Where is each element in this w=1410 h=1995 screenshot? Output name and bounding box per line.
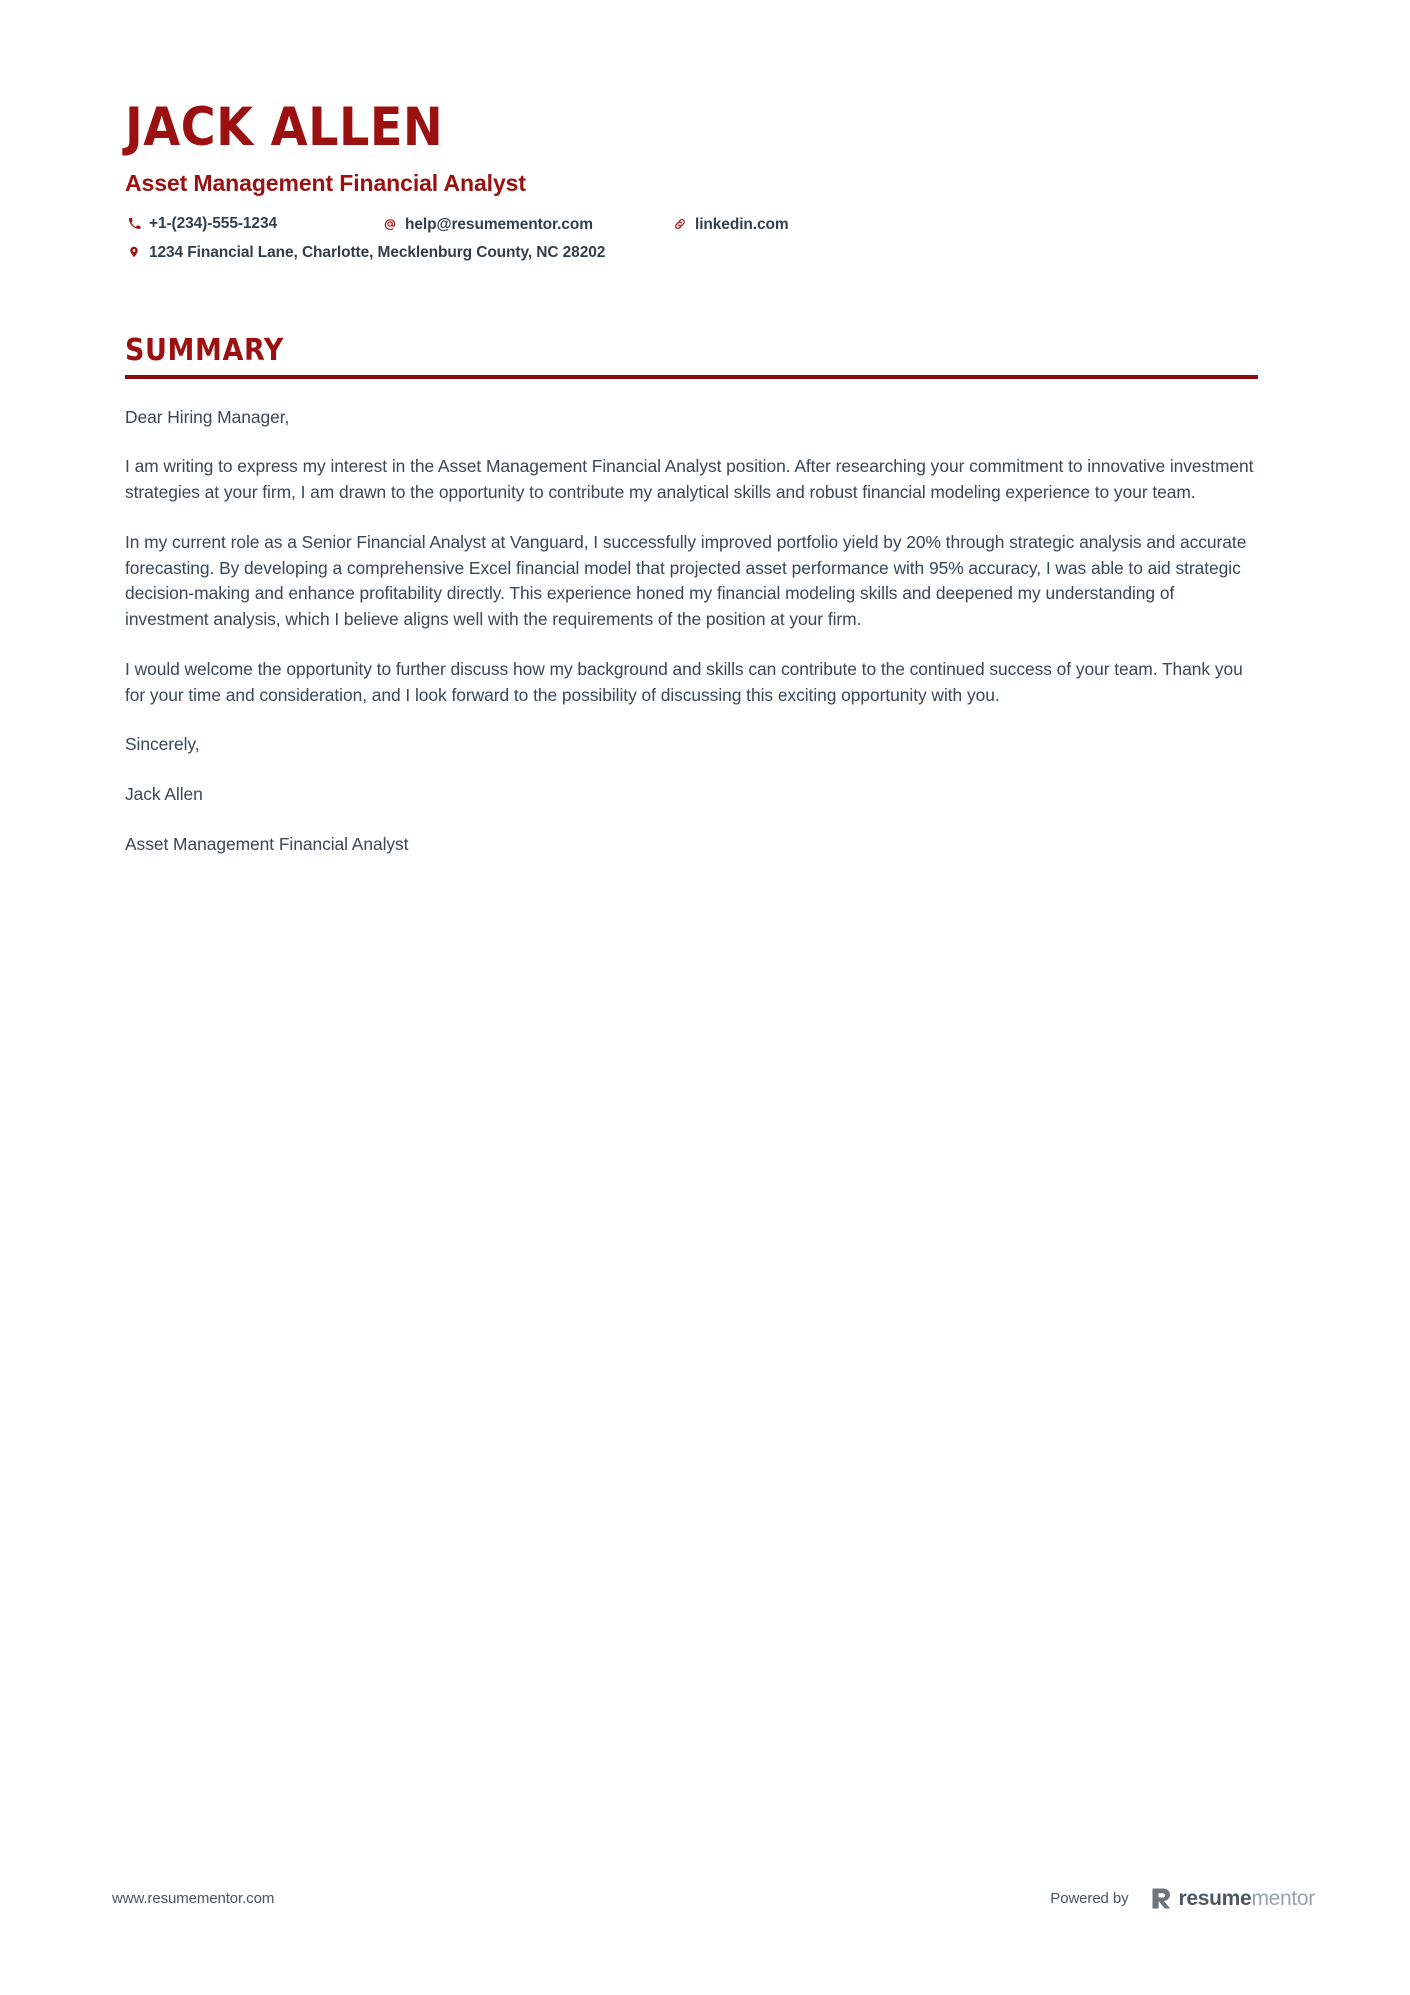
brand-word-mentor: mentor [1251,1887,1315,1910]
section-title-summary: SUMMARY [125,332,284,368]
resumementor-mark-icon [1151,1887,1172,1910]
contact-phone[interactable] [125,215,381,233]
contact-email[interactable] [381,215,671,234]
cover-letter-body [125,405,1285,858]
at-sign-icon [381,217,399,231]
footer-brand [1050,1887,1315,1910]
candidate-name: JACK ALLEN [125,97,444,158]
contact-address [125,243,605,262]
letter-closing: Sincerely, [125,734,200,755]
contact-phone-text: +1-(234)-555-1234 [149,214,277,232]
powered-by-label: Powered by [1050,1890,1129,1907]
link-icon [671,217,689,231]
candidate-job-title: Asset Management Financial Analyst [125,169,526,196]
page-content [125,0,1285,858]
resumementor-wordmark [1179,1888,1315,1909]
map-pin-icon [125,245,143,259]
brand-word-resume: resume [1178,1887,1252,1910]
resumementor-logo[interactable] [1151,1887,1315,1910]
letter-paragraph-2: In my current role as a Senior Financial Analyst at Vanguard, I successfully improved portfolio yield by 20% through strategic analysis and accurate forecasting. By developing a comprehensive Excel financial model that projected asset performance with 95% accuracy, I was able to aid strategic decision-making and enhance profitability directly. This experience honed my financial modeling skills and deepened my understanding of investment analysis, which I believe aligns well with the requirements of the position at your firm. [125,531,1247,630]
section-divider [125,375,1258,379]
letter-salutation: Dear Hiring Manager, [125,406,290,427]
letter-signature-name: Jack Allen [125,784,203,805]
summary-section [125,334,1285,858]
letter-paragraph-3: I would welcome the opportunity to further discuss how my background and skills can contribute to the continued success of your team. Thank you for your time and consideration, and I look forward to the possibility of discussing this exciting opportunity with you. [125,658,1243,705]
contact-linkedin[interactable] [671,215,789,234]
contact-row-primary [125,215,1285,234]
contact-details [125,215,1285,262]
footer-website[interactable]: www.resumementor.com [112,1890,275,1907]
header [125,0,1285,262]
contact-address-text: 1234 Financial Lane, Charlotte, Mecklenburg County, NC 28202 [149,243,606,261]
contact-linkedin-text: linkedin.com [695,215,789,233]
contact-email-text: help@resumementor.com [405,215,593,233]
contact-row-address [125,243,1285,262]
letter-signature-title: Asset Management Financial Analyst [125,833,409,854]
page-footer [112,1887,1315,1910]
letter-paragraph-1: I am writing to express my interest in the Asset Management Financial Analyst position. After researching your commitment to innovative investment strategies at your firm, I am drawn to the opportunity to contribute my analytical skills and robust financial modeling experience to your team. [125,456,1254,503]
phone-icon [125,217,143,230]
